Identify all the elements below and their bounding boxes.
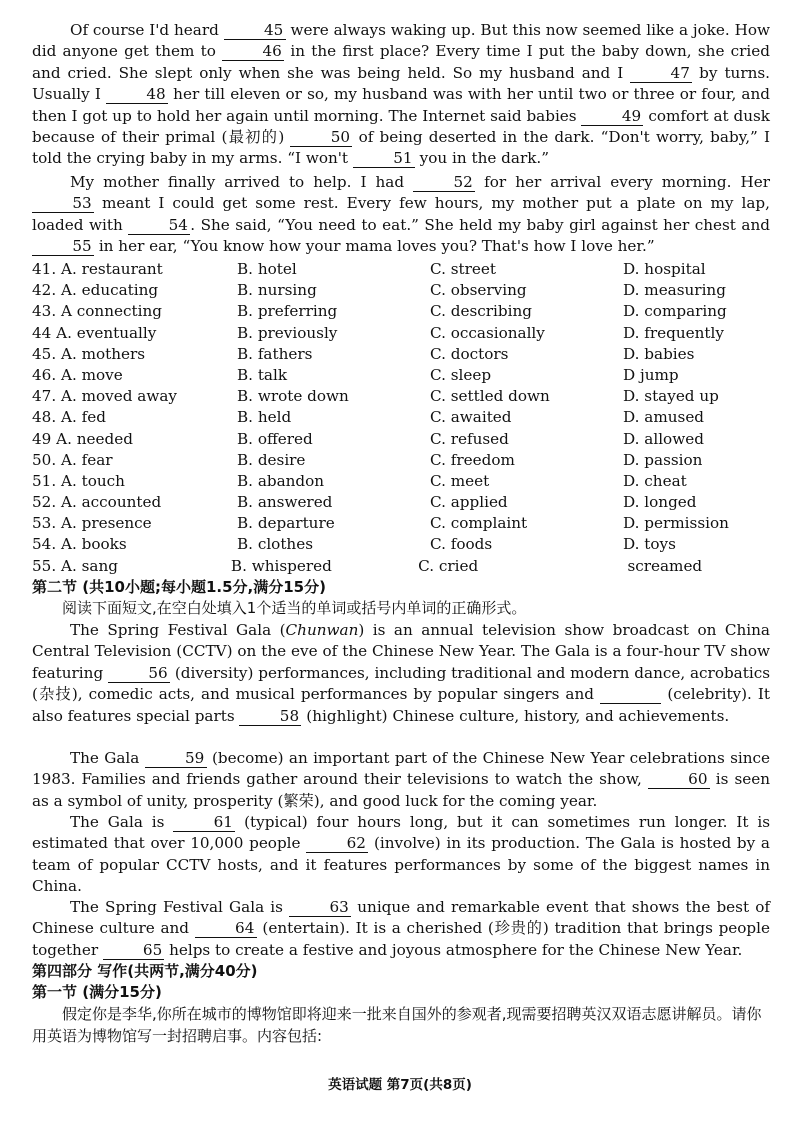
blank-60[interactable]: 60 xyxy=(648,771,710,789)
option-a[interactable]: 49 A. needed xyxy=(32,429,133,448)
option-c[interactable]: C. meet xyxy=(430,471,490,490)
option-row-51 xyxy=(32,471,772,492)
gala-paragraph-2: The Gala 59 (become) an important part of the Chinese New Year celebrations since 1983. Families and friends gather around their televisions to watch the show, 60 is seen as a symbol of unity, prosperity (繁荣), and good luck for the coming year. xyxy=(32,749,770,810)
option-d[interactable]: D. permission xyxy=(623,514,729,533)
option-d[interactable]: D. comparing xyxy=(623,302,727,321)
gala-paragraph-1: The Spring Festival Gala (Chunwan) is an annual television show broadcast on China Central Television (CCTV) on the eve of the Chinese New Year. The Gala is a four-hour TV show featuring 56 (diversity) performances, including traditional and modern dance, acrobatics (杂技), comedic acts, and musical performances by popular singers and (celebrity). It also features special parts 58 (highlight) Chinese culture, history, and achievements. xyxy=(32,621,771,725)
blank-53[interactable]: 53 xyxy=(32,195,94,213)
gala-paragraph-4: The Spring Festival Gala is 63 unique and remarkable event that shows the best of Chinese culture and 64 (entertain). It is a cherished (珍贵的) tradition that brings people together 65 helps to create a festive and joyous atmosphere for the Chinese New Year. xyxy=(32,898,770,959)
option-row-52 xyxy=(32,492,772,513)
option-c[interactable]: C. street xyxy=(430,260,496,278)
blank-46[interactable]: 46 xyxy=(222,43,284,61)
option-b[interactable]: B. departure xyxy=(237,514,335,533)
option-row-46 xyxy=(32,365,772,386)
blank-52[interactable]: 52 xyxy=(413,174,475,192)
option-row-47 xyxy=(32,386,772,407)
option-d[interactable]: D. longed xyxy=(623,493,697,512)
option-b[interactable]: B. answered xyxy=(237,493,333,512)
option-d[interactable]: D. frequently xyxy=(623,323,724,342)
option-c[interactable]: C. refused xyxy=(430,429,509,448)
blank-58[interactable]: 58 xyxy=(239,708,301,726)
option-a[interactable]: 53. A. presence xyxy=(32,514,152,533)
blank-47[interactable]: 47 xyxy=(630,65,692,83)
option-b[interactable]: B. hotel xyxy=(237,260,297,278)
option-row-55 xyxy=(32,556,772,577)
option-b[interactable]: B. abandon xyxy=(237,471,325,490)
option-c[interactable]: C. doctors xyxy=(430,344,509,363)
option-a[interactable]: 43. A connecting xyxy=(32,302,162,321)
gala-paragraph-3: The Gala is 61 (typical) four hours long, but it can sometimes run longer. It is estimated that over 10,000 people 62 (involve) in its production. The Gala is hosted by a team of popular CCTV hosts, and it features performances by some of the biggest names in China. xyxy=(32,813,770,896)
section-2-instruction: 阅读下面短文,在空白处填入1个适当的单词或括号内单词的正确形式。 xyxy=(62,599,527,617)
option-b[interactable]: B. previously xyxy=(237,323,338,342)
cloze-paragraph-2: My mother finally arrived to help. I had 52 for her arrival every morning. Her 53 meant I could get some rest. Every few hours, my mother put a plate on my lap, loaded with 54 . She said, “You need to eat.” She held my baby girl against her chest and 55 in her ear, “You know how your mama loves you? That's how I love her.” xyxy=(32,173,770,256)
option-d[interactable]: screamed xyxy=(627,556,703,575)
page-footer: 英语试题 第7页(共8页) xyxy=(328,1077,472,1093)
options-list xyxy=(32,259,772,577)
part-4-heading: 第四部分 写作(共两节,满分40分) xyxy=(32,962,258,980)
option-b[interactable]: B. talk xyxy=(237,365,288,384)
option-c[interactable]: C. cried xyxy=(418,556,479,575)
option-b[interactable]: B. preferring xyxy=(237,302,338,321)
option-b[interactable]: B. clothes xyxy=(237,535,313,554)
option-d[interactable]: D. measuring xyxy=(623,281,726,300)
option-row-50 xyxy=(32,450,772,471)
blank-65[interactable]: 65 xyxy=(103,942,164,960)
option-a[interactable]: 55. A. sang xyxy=(32,556,118,575)
option-row-48 xyxy=(32,407,772,428)
option-a[interactable]: 47. A. moved away xyxy=(32,387,177,406)
option-row-53 xyxy=(32,513,772,534)
option-b[interactable]: B. held xyxy=(237,408,292,427)
option-c[interactable]: C. foods xyxy=(430,535,493,554)
option-d[interactable]: D. babies xyxy=(623,344,695,363)
option-a[interactable]: 46. A. move xyxy=(32,365,123,384)
option-c[interactable]: C. complaint xyxy=(430,514,528,533)
blank-62[interactable]: 62 xyxy=(306,835,368,853)
option-d[interactable]: D. passion xyxy=(623,450,703,469)
option-row-41 xyxy=(32,259,772,280)
option-b[interactable]: B. offered xyxy=(237,429,313,448)
option-c[interactable]: C. awaited xyxy=(430,408,512,427)
option-b[interactable]: B. fathers xyxy=(237,344,313,363)
blank-55[interactable]: 55 xyxy=(32,238,94,256)
writing-prompt: 假定你是李华,你所在城市的博物馆即将迎来一批来自国外的参观者,现需要招聘英汉双语志愿讲解员。请你用英语为博物馆写一封招聘启事。内容包括: xyxy=(32,1005,762,1045)
option-row-43 xyxy=(32,301,772,322)
blank-51[interactable]: 51 xyxy=(353,150,415,168)
blank-61[interactable]: 61 xyxy=(173,814,235,832)
part-4-subheading: 第一节 (满分15分) xyxy=(32,983,162,1001)
cloze-paragraph-1: Of course I'd heard 45 were always waking up. But this now seemed like a joke. How did anyone get them to 46 in the first place? Every time I put the baby down, she cried and cried. She slept only when she was being held. So my husband and I 47 by turns. Usually I 48 her till eleven or so, my husband was with her until two or three or four, and then I got up to hold her again until morning. The Internet said babies 49 comfort at dusk because of their primal (最初的) 50 of being deserted in the dark. “Don't worry, baby,” I told the crying baby in my arms. “I won't 51 you in the dark.” xyxy=(32,21,771,168)
blank-50[interactable]: 50 xyxy=(290,129,352,147)
option-d[interactable]: D. allowed xyxy=(623,429,704,448)
option-c[interactable]: C. occasionally xyxy=(430,323,545,342)
option-d[interactable]: D. hospital xyxy=(623,260,706,278)
option-a[interactable]: 44 A. eventually xyxy=(32,323,157,342)
option-d[interactable]: D. stayed up xyxy=(623,387,719,406)
option-a[interactable]: 42. A. educating xyxy=(32,281,159,300)
option-c[interactable]: C. settled down xyxy=(430,387,550,406)
option-c[interactable]: C. describing xyxy=(430,302,532,321)
blank-56[interactable]: 56 xyxy=(108,665,170,683)
option-row-42 xyxy=(32,280,772,301)
option-row-44 xyxy=(32,323,772,344)
option-a[interactable]: 48. A. fed xyxy=(32,408,106,427)
option-b[interactable]: B. desire xyxy=(237,450,306,469)
chunwan-term: Chunwan xyxy=(285,621,359,639)
blank-45[interactable]: 45 xyxy=(224,22,286,40)
option-c[interactable]: C. freedom xyxy=(430,450,515,469)
option-d[interactable]: D. toys xyxy=(623,535,676,554)
option-b[interactable]: B. wrote down xyxy=(237,387,349,406)
blank-64[interactable]: 64 xyxy=(195,920,257,938)
option-d[interactable]: D. amused xyxy=(623,408,705,427)
option-row-49 xyxy=(32,429,772,450)
option-a[interactable]: 51. A. touch xyxy=(32,471,125,490)
option-d[interactable]: D. cheat xyxy=(623,471,687,490)
option-c[interactable]: C. applied xyxy=(430,493,508,512)
option-a[interactable]: 41. A. restaurant xyxy=(32,260,163,278)
option-a[interactable]: 50. A. fear xyxy=(32,450,113,469)
option-row-54 xyxy=(32,534,772,555)
option-c[interactable]: C. sleep xyxy=(430,365,492,384)
blank-63[interactable]: 63 xyxy=(289,899,351,917)
blank-48[interactable]: 48 xyxy=(106,86,168,104)
blank-59[interactable]: 59 xyxy=(145,750,207,768)
option-c[interactable]: C. observing xyxy=(430,281,527,300)
blank-49[interactable]: 49 xyxy=(581,108,643,126)
option-d[interactable]: D jump xyxy=(623,365,679,384)
option-b[interactable]: B. nursing xyxy=(237,281,317,300)
option-b[interactable]: B. whispered xyxy=(230,556,332,575)
option-a[interactable]: 52. A. accounted xyxy=(32,493,162,512)
option-row-45 xyxy=(32,344,772,365)
blank-54[interactable]: 54 xyxy=(128,217,190,235)
option-a[interactable]: 45. A. mothers xyxy=(32,344,146,363)
option-a[interactable]: 54. A. books xyxy=(32,535,127,554)
section-2-heading: 第二节 (共10小题;每小题1.5分,满分15分) xyxy=(32,578,326,596)
blank-57[interactable] xyxy=(600,686,661,704)
